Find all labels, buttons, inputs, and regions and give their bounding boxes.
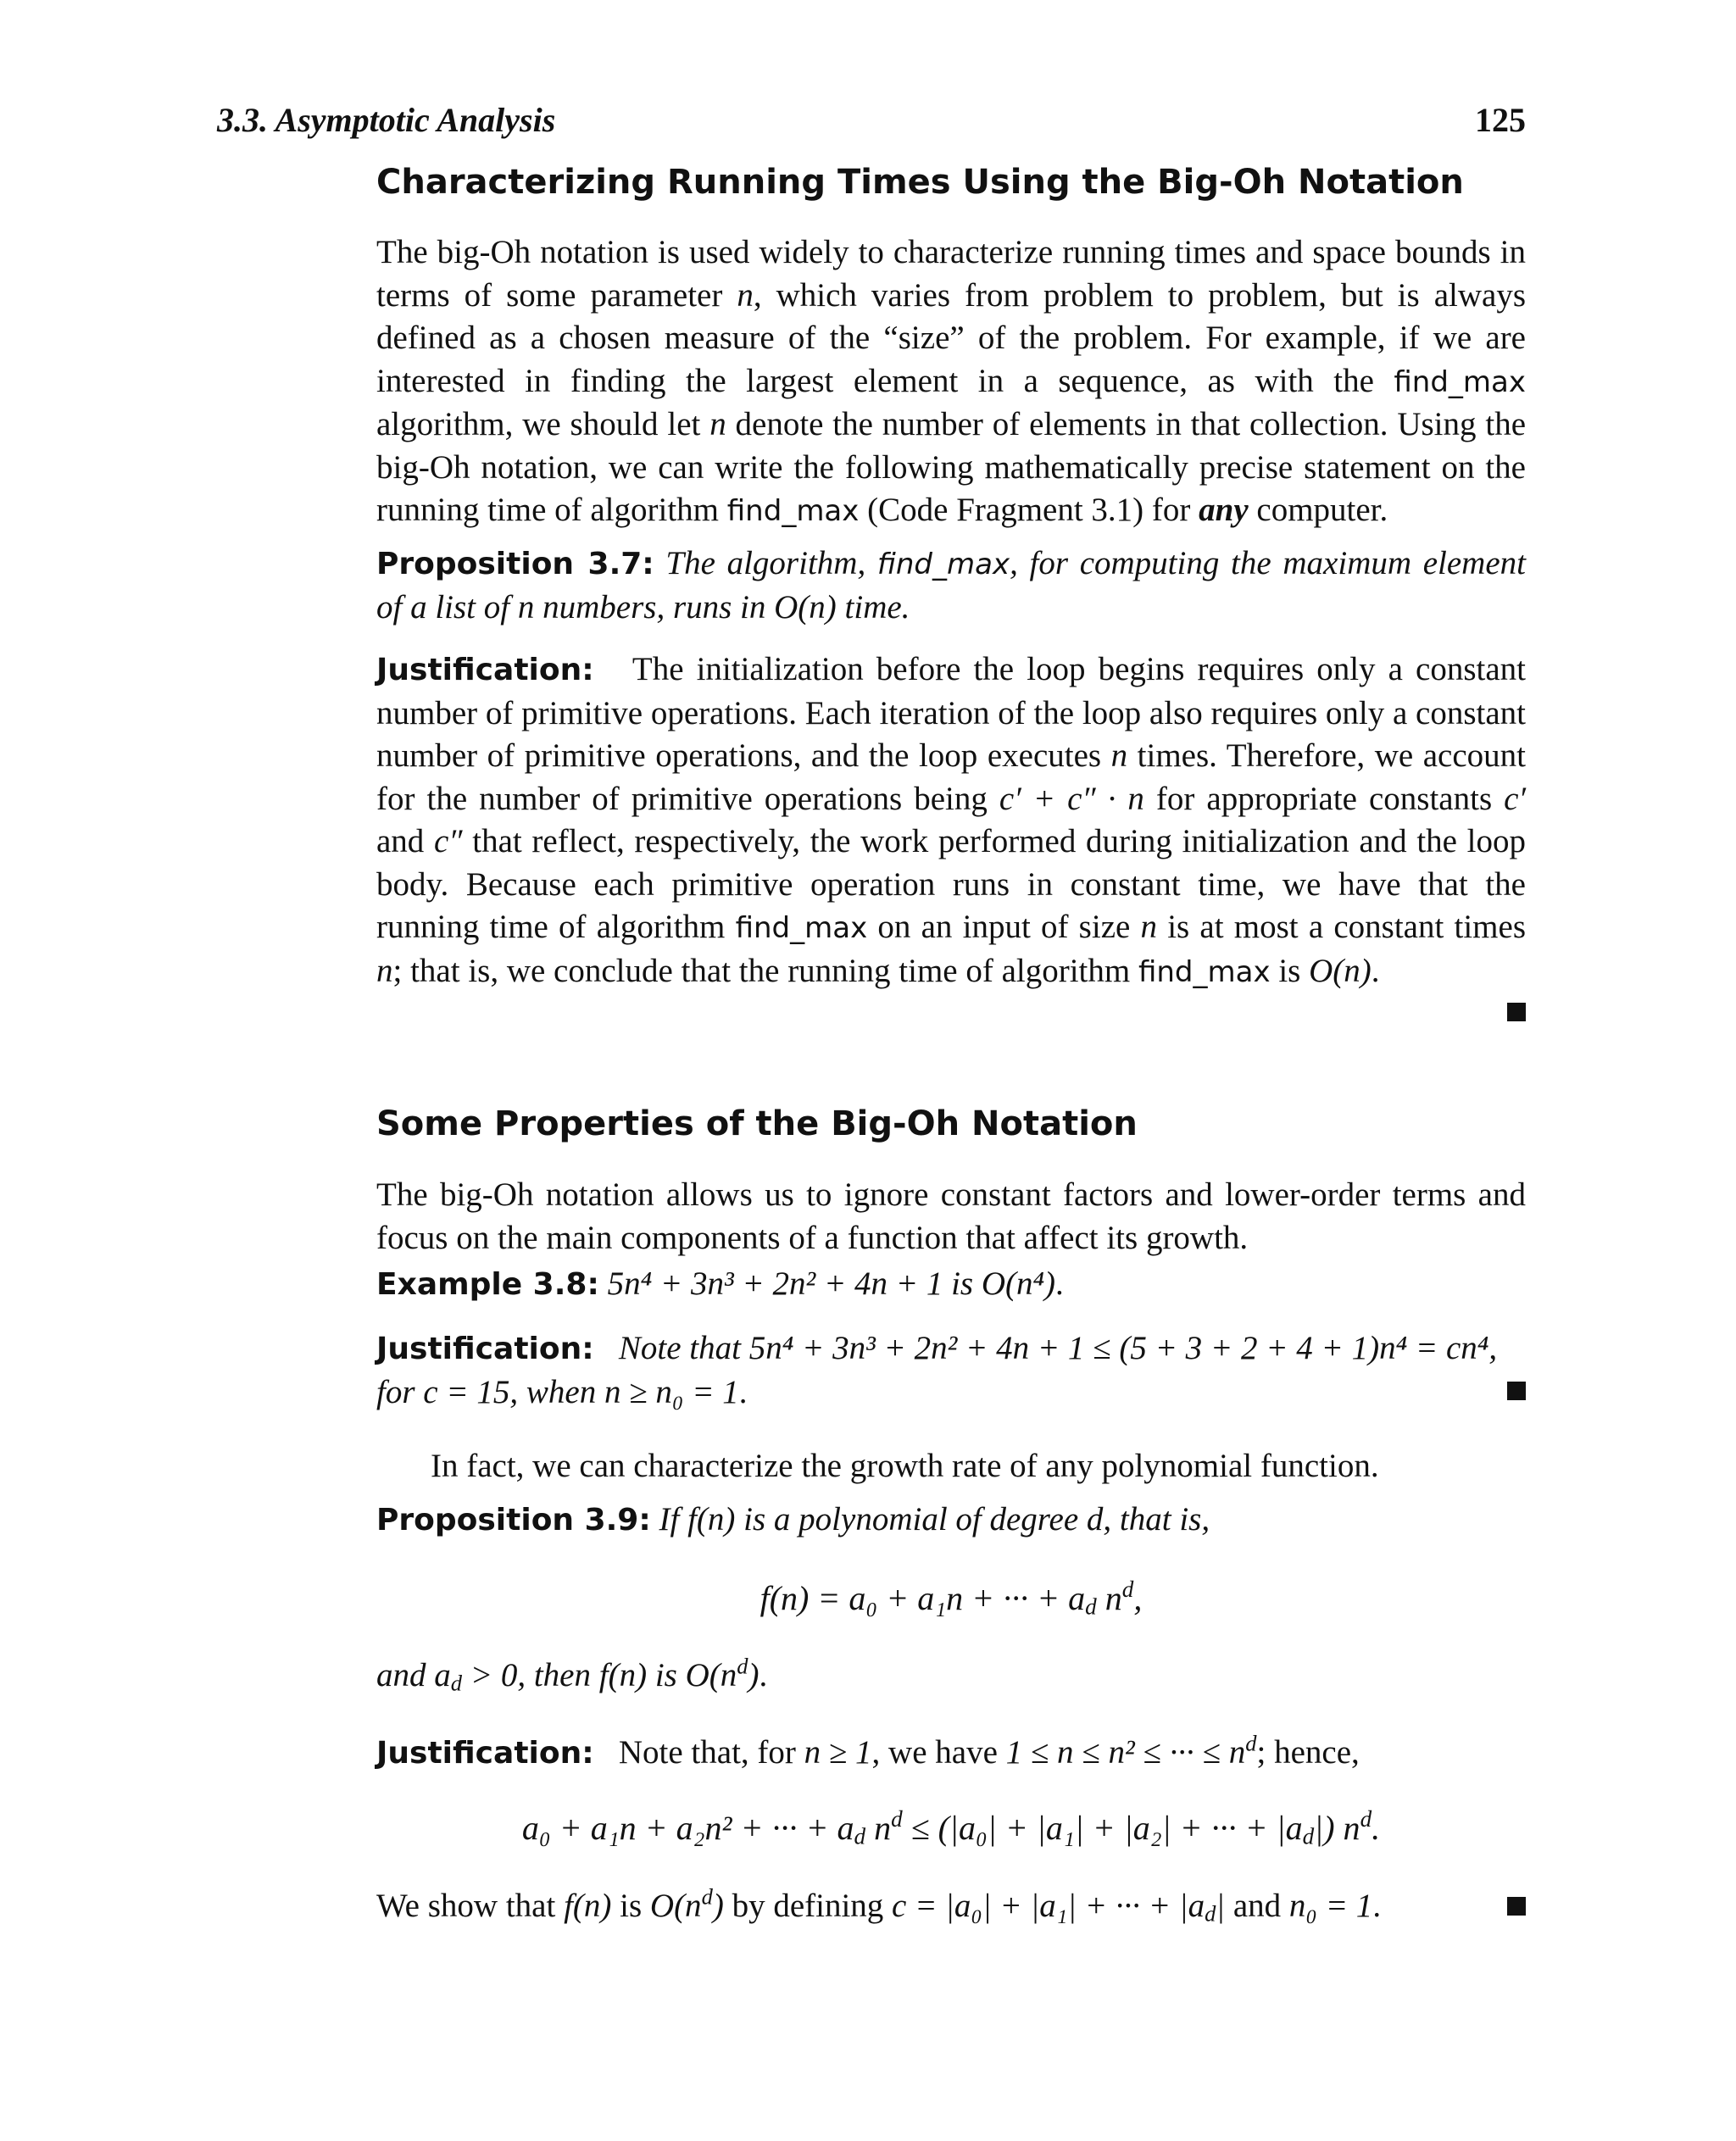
proposition-label: Proposition 3.9: — [376, 1503, 651, 1538]
running-head — [217, 100, 1526, 151]
example-label: Example 3.8: — [376, 1267, 599, 1302]
justification-3-9: Justification: Note that, for n ≥ 1, we have 1 ≤ n ≤ n² ≤ ··· ≤ $n^d$; hence, — [376, 1730, 1360, 1771]
qed-square-icon — [1507, 1003, 1526, 1021]
proposition-3-9-conclusion: and $a_d > 0$, then f(n) is $O(n^d)$. — [376, 1653, 768, 1696]
chapter-title: 3.3. Asymptotic Analysis — [217, 101, 556, 139]
qed-square-icon — [1507, 1897, 1526, 1916]
qed-square-icon — [1507, 1382, 1526, 1400]
proposition-3-7: Proposition 3.7: The algorithm, find_max, for computing the maximum element of a list of n numbers, runs in O(n) time. — [376, 545, 1526, 626]
justification-label: Justification: — [376, 1736, 594, 1771]
section2-paragraph: The big-Oh notation allows us to ignore constant factors and lower-order terms and focus on the main components of a function that affect its growth. — [376, 1176, 1526, 1256]
section-heading-big-oh-properties: Some Properties of the Big-Oh Notation — [376, 1104, 1138, 1143]
proposition-label: Proposition 3.7: — [376, 547, 654, 581]
justification-label: Justification: — [376, 1332, 594, 1366]
justification-label: Justification: — [376, 653, 594, 687]
code-find-max: find_max — [726, 494, 860, 528]
section-heading-big-oh-running-times: Characterizing Running Times Using the Big-Oh Notation — [376, 163, 1464, 202]
code-find-max: find_max — [1394, 364, 1526, 399]
justification-3-9-conclusion: We show that f(n) is $O(n^d)$ by defining c = |a₀| + |a₁| + ··· + $|a_d|$ and n₀ = 1. — [376, 1885, 1526, 1928]
example-3-8: Example 3.8: 5n⁴ + 3n³ + 2n² + 4n + 1 is O(n⁴). — [376, 1265, 1064, 1302]
section1-paragraph: The big-Oh notation is used widely to characterize running times and space bounds in terms of some parameter n, which varies from problem to problem, but is always defined as a chosen measure of the “size” of the problem. For example, if we are interested in finding the largest element in a sequence, as with the find_max algorithm, we should let n denote the number of elements in that collection. Using the big-Oh notation, we can write the following mathematically precise statement on the running time of algorithm find_max (Code Fragment 3.1) for any computer. — [376, 234, 1526, 528]
polynomial-equation: f(n) = a₀ + a₁n + ··· + $a_d$ $n^d$, — [760, 1577, 1143, 1620]
polynomial-intro-paragraph: In fact, we can characterize the growth rate of any polynomial function. — [431, 1448, 1379, 1484]
justification-3-8: Justification: Note that 5n⁴ + 3n³ + 2n² + 4n + 1 ≤ (5 + 3 + 2 + 4 + 1)n⁴ = cn⁴, for c = 15, when n ≥ n₀ = 1. — [376, 1327, 1526, 1414]
page-number: 125 — [1475, 101, 1526, 139]
proposition-3-9: Proposition 3.9: If f(n) is a polynomial of degree d, that is, — [376, 1501, 1210, 1538]
bound-equation: a₀ + a₁n + a₂n² + ··· + $a_d$ $n^d \le (|a_0| + |a_1| + |a_2|$ + ··· + $|a_d|$) $n^d$. — [521, 1806, 1381, 1849]
justification-3-7: Justification: The initialization before the loop begins requires only a constant number of primitive operations. Each iteration of the loop also requires only a constant number of primitive operations, and the loop executes n times. Therefore, we account for the number of primitive operations being c′ + c″ · n for appropriate constants c′ and c″ that reflect, respectively, the work performed during initialization and the loop body. Because each primitive operation runs in constant time, we have that the running time of algorithm find_max on an input of size n is at most a constant times n; that is, we conclude that the running time of algorithm find_max is O(n). — [376, 648, 1526, 993]
